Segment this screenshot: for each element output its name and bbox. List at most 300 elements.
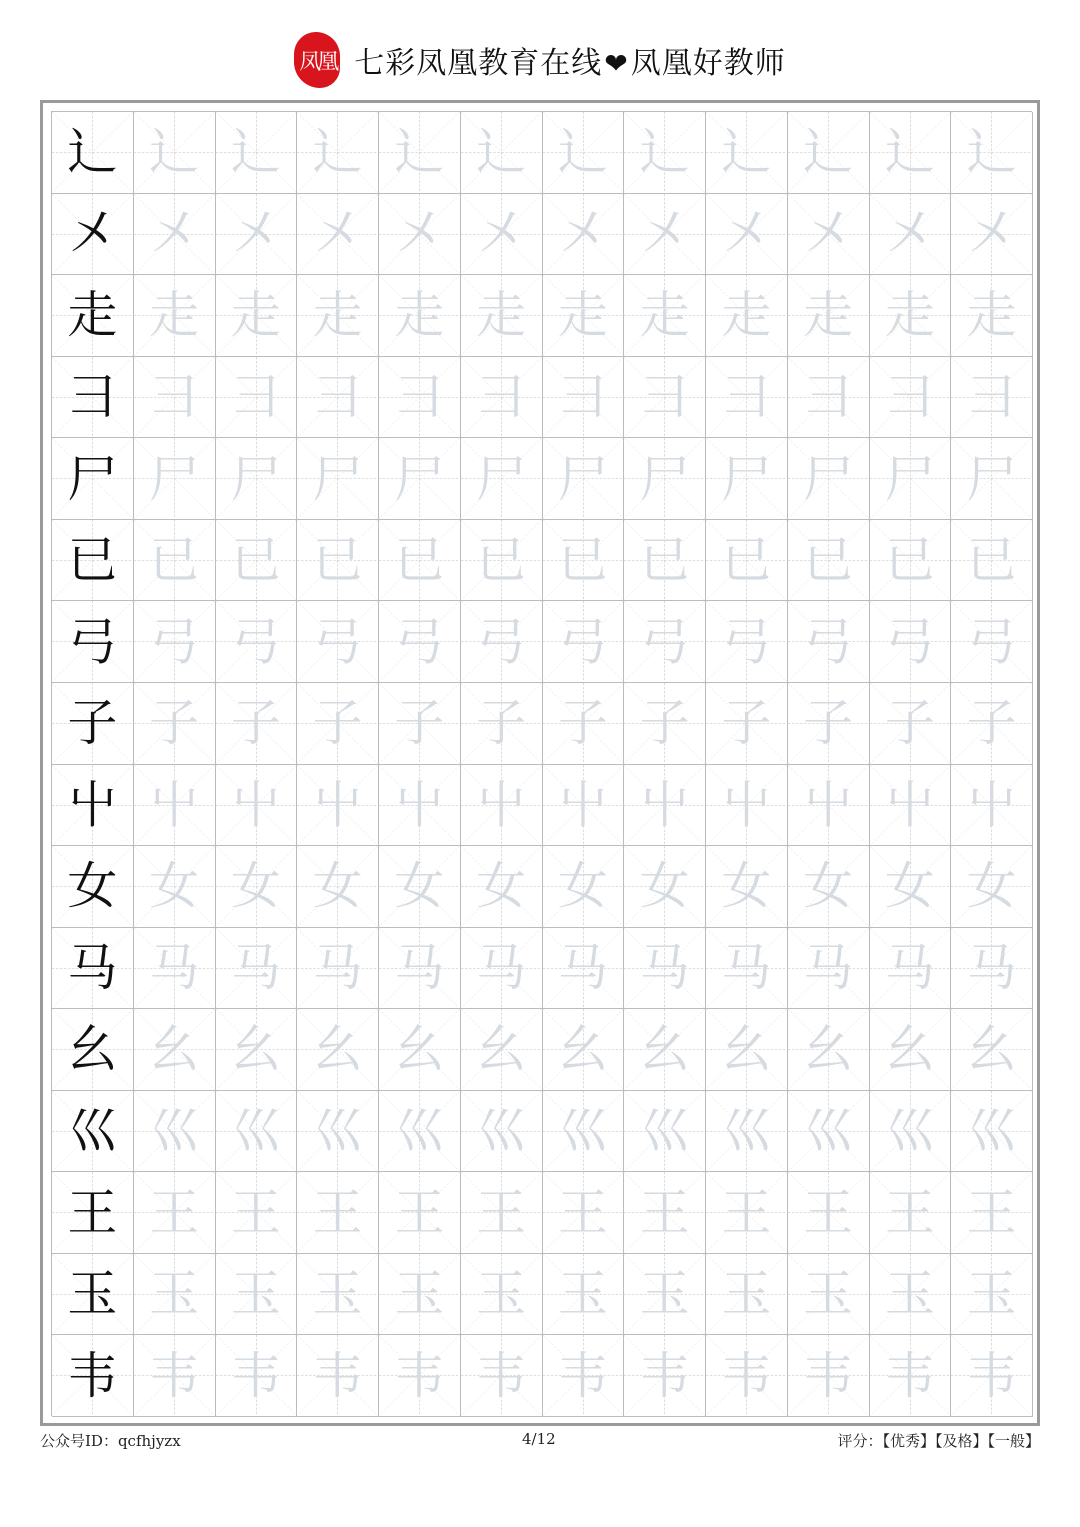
trace-character: 㐅	[966, 204, 1017, 263]
trace-character: 弓	[803, 612, 854, 671]
model-character: 尸	[67, 449, 118, 508]
trace-cell	[706, 1091, 788, 1173]
trace-character: 屮	[639, 775, 690, 834]
trace-cell	[216, 520, 298, 602]
trace-cell	[297, 683, 379, 765]
trace-cell	[297, 1335, 379, 1417]
trace-cell	[134, 520, 216, 602]
trace-character: 马	[803, 938, 854, 997]
trace-cell	[543, 1172, 625, 1254]
trace-cell	[216, 438, 298, 520]
trace-character: 屮	[803, 775, 854, 834]
trace-character: 弓	[476, 612, 527, 671]
trace-character: 王	[966, 1183, 1017, 1242]
trace-cell	[216, 1254, 298, 1336]
trace-character: 㐅	[230, 204, 281, 263]
trace-character: 辶	[149, 123, 200, 182]
trace-cell	[379, 846, 461, 928]
trace-cell	[543, 438, 625, 520]
trace-character: 弓	[394, 612, 445, 671]
trace-cell	[706, 1009, 788, 1091]
trace-cell	[461, 357, 543, 439]
model-cell	[52, 194, 134, 276]
trace-cell	[297, 1091, 379, 1173]
model-cell	[52, 601, 134, 683]
trace-cell	[134, 683, 216, 765]
header-title	[354, 38, 785, 82]
trace-character: 彐	[557, 367, 608, 426]
trace-character: 幺	[721, 1020, 772, 1079]
trace-cell	[379, 357, 461, 439]
heart-icon: ❤	[604, 47, 629, 80]
trace-character: 韦	[721, 1346, 772, 1405]
trace-character: 马	[230, 938, 281, 997]
trace-character: 韦	[312, 1346, 363, 1405]
trace-character: 女	[557, 857, 608, 916]
trace-character: 马	[149, 938, 200, 997]
trace-cell	[297, 438, 379, 520]
trace-character: 㐅	[803, 204, 854, 263]
trace-character: 已	[884, 531, 935, 590]
trace-cell	[624, 275, 706, 357]
trace-cell	[788, 683, 870, 765]
trace-cell	[379, 1009, 461, 1091]
trace-cell	[788, 1091, 870, 1173]
trace-cell	[624, 1254, 706, 1336]
trace-character: 马	[312, 938, 363, 997]
trace-cell	[870, 1254, 952, 1336]
trace-character: 㐅	[721, 204, 772, 263]
trace-cell	[870, 357, 952, 439]
trace-character: 弓	[639, 612, 690, 671]
trace-character: 女	[884, 857, 935, 916]
trace-cell	[216, 112, 298, 194]
model-character: 辶	[67, 123, 118, 182]
trace-cell	[461, 683, 543, 765]
trace-cell	[461, 601, 543, 683]
model-character: 㐅	[67, 204, 118, 263]
trace-character: 女	[721, 857, 772, 916]
trace-character: 屮	[476, 775, 527, 834]
trace-character: 屮	[721, 775, 772, 834]
trace-character: 玉	[476, 1265, 527, 1324]
trace-cell	[134, 846, 216, 928]
trace-character: 已	[639, 531, 690, 590]
trace-cell	[706, 520, 788, 602]
trace-cell	[951, 112, 1033, 194]
trace-cell	[379, 112, 461, 194]
trace-character: 尸	[312, 449, 363, 508]
trace-cell	[788, 1172, 870, 1254]
trace-cell	[216, 928, 298, 1010]
trace-character: 㐅	[639, 204, 690, 263]
trace-cell	[379, 1091, 461, 1173]
rating-options: 评分：【优秀】【及格】【一般】	[837, 1432, 1040, 1450]
trace-character: 已	[149, 531, 200, 590]
trace-cell	[788, 357, 870, 439]
trace-character: 王	[312, 1183, 363, 1242]
trace-cell	[951, 357, 1033, 439]
trace-cell	[134, 1254, 216, 1336]
trace-character: 㐅	[476, 204, 527, 263]
trace-cell	[543, 1009, 625, 1091]
logo-seal: 凤凰	[294, 32, 340, 88]
trace-character: 韦	[394, 1346, 445, 1405]
trace-cell	[134, 275, 216, 357]
model-character: 走	[67, 286, 118, 345]
trace-character: 王	[394, 1183, 445, 1242]
trace-character: 玉	[149, 1265, 200, 1324]
page-header	[0, 28, 1080, 92]
trace-character: 幺	[966, 1020, 1017, 1079]
trace-cell	[706, 683, 788, 765]
trace-cell	[297, 601, 379, 683]
trace-character: 王	[803, 1183, 854, 1242]
trace-character: 子	[639, 694, 690, 753]
trace-cell	[461, 1172, 543, 1254]
trace-cell	[788, 1254, 870, 1336]
trace-character: 幺	[884, 1020, 935, 1079]
trace-character: 彐	[394, 367, 445, 426]
trace-character: 辶	[721, 123, 772, 182]
trace-cell	[951, 1172, 1033, 1254]
trace-character: 王	[230, 1183, 281, 1242]
practice-sheet	[40, 100, 1040, 1426]
trace-cell	[379, 683, 461, 765]
account-id: 公众号ID：qcfhjyzx	[40, 1432, 181, 1450]
trace-cell	[461, 1091, 543, 1173]
trace-cell	[624, 601, 706, 683]
trace-cell	[134, 357, 216, 439]
model-character: 女	[67, 857, 118, 916]
trace-character: 子	[394, 694, 445, 753]
trace-cell	[461, 438, 543, 520]
trace-cell	[216, 357, 298, 439]
model-cell	[52, 1254, 134, 1336]
trace-cell	[706, 1335, 788, 1417]
model-cell	[52, 1335, 134, 1417]
model-character: 巛	[67, 1102, 118, 1161]
trace-cell	[624, 112, 706, 194]
trace-character: 马	[639, 938, 690, 997]
model-cell	[52, 1091, 134, 1173]
trace-character: 玉	[639, 1265, 690, 1324]
trace-cell	[870, 765, 952, 847]
trace-character: 韦	[230, 1346, 281, 1405]
trace-character: 辶	[966, 123, 1017, 182]
trace-character: 彐	[476, 367, 527, 426]
trace-character: 尸	[149, 449, 200, 508]
trace-character: 王	[639, 1183, 690, 1242]
trace-character: 巛	[966, 1102, 1017, 1161]
trace-cell	[461, 846, 543, 928]
trace-character: 王	[476, 1183, 527, 1242]
trace-character: 马	[721, 938, 772, 997]
trace-cell	[379, 765, 461, 847]
trace-character: 女	[966, 857, 1017, 916]
trace-cell	[624, 683, 706, 765]
trace-cell	[216, 275, 298, 357]
trace-character: 弓	[721, 612, 772, 671]
model-cell	[52, 438, 134, 520]
trace-character: 㐅	[884, 204, 935, 263]
trace-character: 马	[966, 938, 1017, 997]
trace-character: 辶	[230, 123, 281, 182]
trace-character: 巛	[884, 1102, 935, 1161]
trace-character: 已	[557, 531, 608, 590]
trace-character: 子	[476, 694, 527, 753]
trace-cell	[543, 765, 625, 847]
trace-character: 尸	[884, 449, 935, 508]
trace-character: 屮	[312, 775, 363, 834]
model-character: 马	[67, 938, 118, 997]
trace-cell	[788, 520, 870, 602]
trace-cell	[379, 928, 461, 1010]
model-cell	[52, 112, 134, 194]
model-cell	[52, 1009, 134, 1091]
trace-character: 屮	[149, 775, 200, 834]
trace-character: 辶	[884, 123, 935, 182]
model-cell	[52, 765, 134, 847]
trace-character: 巛	[476, 1102, 527, 1161]
trace-cell	[706, 275, 788, 357]
trace-cell	[297, 1172, 379, 1254]
trace-character: 走	[149, 286, 200, 345]
trace-cell	[706, 601, 788, 683]
trace-cell	[216, 1009, 298, 1091]
trace-cell	[461, 1335, 543, 1417]
trace-character: 已	[803, 531, 854, 590]
trace-character: 走	[803, 286, 854, 345]
model-cell	[52, 520, 134, 602]
trace-cell	[706, 928, 788, 1010]
trace-character: 子	[721, 694, 772, 753]
trace-cell	[134, 1091, 216, 1173]
trace-character: 幺	[312, 1020, 363, 1079]
trace-cell	[870, 275, 952, 357]
trace-cell	[379, 520, 461, 602]
tian-zi-grid	[51, 111, 1032, 1416]
trace-cell	[543, 112, 625, 194]
trace-cell	[788, 765, 870, 847]
trace-character: 韦	[149, 1346, 200, 1405]
trace-character: 辶	[557, 123, 608, 182]
trace-cell	[543, 520, 625, 602]
trace-character: 屮	[394, 775, 445, 834]
trace-cell	[297, 846, 379, 928]
trace-character: 弓	[149, 612, 200, 671]
trace-cell	[134, 928, 216, 1010]
trace-cell	[379, 275, 461, 357]
trace-cell	[461, 275, 543, 357]
trace-cell	[706, 1172, 788, 1254]
trace-character: 子	[557, 694, 608, 753]
trace-cell	[543, 601, 625, 683]
trace-character: 走	[884, 286, 935, 345]
trace-cell	[951, 601, 1033, 683]
trace-character: 走	[476, 286, 527, 345]
trace-character: 幺	[476, 1020, 527, 1079]
trace-cell	[870, 1091, 952, 1173]
trace-character: 彐	[230, 367, 281, 426]
trace-character: 弓	[966, 612, 1017, 671]
trace-character: 辶	[312, 123, 363, 182]
trace-character: 子	[884, 694, 935, 753]
trace-cell	[706, 1254, 788, 1336]
trace-character: 马	[476, 938, 527, 997]
trace-cell	[216, 194, 298, 276]
trace-cell	[870, 1009, 952, 1091]
model-character: 已	[67, 531, 118, 590]
trace-character: 走	[394, 286, 445, 345]
trace-cell	[297, 765, 379, 847]
trace-cell	[297, 1009, 379, 1091]
trace-character: 王	[149, 1183, 200, 1242]
trace-cell	[788, 438, 870, 520]
trace-cell	[951, 194, 1033, 276]
trace-cell	[706, 112, 788, 194]
trace-cell	[543, 1091, 625, 1173]
trace-cell	[134, 194, 216, 276]
model-character: 彐	[67, 367, 118, 426]
trace-character: 彐	[312, 367, 363, 426]
trace-cell	[788, 1335, 870, 1417]
trace-cell	[461, 1254, 543, 1336]
trace-character: 巛	[149, 1102, 200, 1161]
trace-character: 走	[312, 286, 363, 345]
trace-cell	[870, 438, 952, 520]
trace-cell	[706, 194, 788, 276]
trace-character: 巛	[721, 1102, 772, 1161]
trace-character: 已	[721, 531, 772, 590]
model-cell	[52, 846, 134, 928]
trace-cell	[624, 1172, 706, 1254]
trace-character: 辶	[639, 123, 690, 182]
trace-character: 已	[230, 531, 281, 590]
trace-cell	[216, 765, 298, 847]
trace-character: 女	[230, 857, 281, 916]
trace-cell	[870, 112, 952, 194]
trace-character: 女	[803, 857, 854, 916]
trace-cell	[543, 846, 625, 928]
trace-character: 马	[884, 938, 935, 997]
trace-character: 幺	[803, 1020, 854, 1079]
trace-cell	[788, 1009, 870, 1091]
trace-cell	[788, 194, 870, 276]
trace-character: 弓	[230, 612, 281, 671]
trace-cell	[216, 1091, 298, 1173]
trace-character: 走	[639, 286, 690, 345]
trace-character: 辶	[476, 123, 527, 182]
trace-cell	[624, 520, 706, 602]
trace-character: 彐	[721, 367, 772, 426]
trace-cell	[543, 1254, 625, 1336]
trace-cell	[870, 520, 952, 602]
trace-character: 彐	[966, 367, 1017, 426]
trace-cell	[134, 1172, 216, 1254]
trace-character: 韦	[803, 1346, 854, 1405]
trace-character: 韦	[966, 1346, 1017, 1405]
trace-cell	[297, 112, 379, 194]
trace-character: 走	[721, 286, 772, 345]
trace-character: 幺	[149, 1020, 200, 1079]
trace-character: 尸	[557, 449, 608, 508]
trace-cell	[624, 846, 706, 928]
trace-cell	[134, 601, 216, 683]
trace-cell	[951, 520, 1033, 602]
trace-character: 彐	[884, 367, 935, 426]
trace-character: 王	[884, 1183, 935, 1242]
trace-cell	[624, 438, 706, 520]
trace-character: 王	[721, 1183, 772, 1242]
trace-character: 女	[312, 857, 363, 916]
trace-cell	[870, 846, 952, 928]
trace-character: 走	[557, 286, 608, 345]
trace-cell	[951, 928, 1033, 1010]
trace-cell	[624, 928, 706, 1010]
trace-cell	[951, 1335, 1033, 1417]
model-character: 王	[67, 1183, 118, 1242]
trace-character: 马	[394, 938, 445, 997]
trace-cell	[870, 1335, 952, 1417]
trace-character: 幺	[639, 1020, 690, 1079]
trace-cell	[134, 1335, 216, 1417]
trace-cell	[624, 357, 706, 439]
trace-character: 屮	[966, 775, 1017, 834]
trace-character: 已	[966, 531, 1017, 590]
model-character: 玉	[67, 1265, 118, 1324]
trace-character: 玉	[803, 1265, 854, 1324]
trace-character: 彐	[803, 367, 854, 426]
header-title-part1: 七彩凤凰教育在线	[354, 46, 603, 81]
trace-cell	[951, 438, 1033, 520]
trace-cell	[379, 194, 461, 276]
trace-cell	[216, 1335, 298, 1417]
trace-character: 已	[312, 531, 363, 590]
trace-character: 辶	[803, 123, 854, 182]
trace-cell	[706, 438, 788, 520]
trace-character: 巛	[557, 1102, 608, 1161]
trace-character: 巛	[803, 1102, 854, 1161]
trace-cell	[297, 1254, 379, 1336]
trace-character: 尸	[966, 449, 1017, 508]
trace-character: 彐	[639, 367, 690, 426]
trace-character: 子	[966, 694, 1017, 753]
trace-cell	[543, 683, 625, 765]
trace-cell	[951, 683, 1033, 765]
trace-cell	[870, 683, 952, 765]
trace-character: 玉	[721, 1265, 772, 1324]
trace-cell	[543, 1335, 625, 1417]
trace-character: 走	[230, 286, 281, 345]
model-cell	[52, 683, 134, 765]
trace-cell	[297, 194, 379, 276]
trace-character: 女	[149, 857, 200, 916]
trace-cell	[134, 1009, 216, 1091]
trace-character: 女	[476, 857, 527, 916]
trace-character: 子	[803, 694, 854, 753]
trace-cell	[543, 357, 625, 439]
trace-character: 尸	[803, 449, 854, 508]
trace-cell	[870, 194, 952, 276]
model-cell	[52, 928, 134, 1010]
trace-cell	[134, 112, 216, 194]
trace-cell	[379, 438, 461, 520]
trace-character: 玉	[884, 1265, 935, 1324]
trace-character: 幺	[230, 1020, 281, 1079]
model-cell	[52, 357, 134, 439]
trace-character: 尸	[476, 449, 527, 508]
